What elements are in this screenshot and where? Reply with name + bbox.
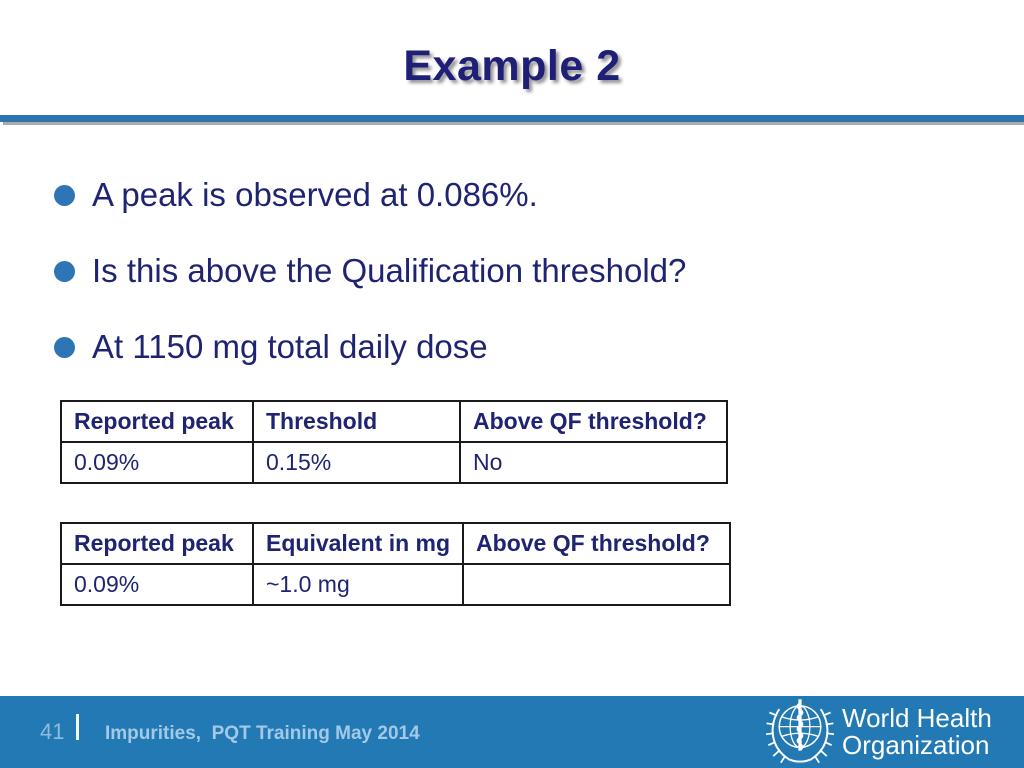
who-wordmark	[842, 705, 992, 759]
list-item	[54, 327, 954, 367]
bullet-dot-icon	[54, 185, 75, 206]
bullet-text: A peak is observed at 0.086%.	[92, 176, 538, 213]
who-wordmark-line1: World Health	[842, 703, 992, 733]
table-header-cell: Equivalent in mg	[253, 523, 463, 564]
slide-title: Example 2	[403, 42, 621, 90]
bullet-dot-icon	[54, 261, 75, 282]
table-header-cell: Above QF threshold?	[460, 401, 727, 442]
bullet-text: Is this above the Qualification threshold?	[92, 252, 687, 289]
bullet-text: At 1150 mg total daily dose	[92, 328, 488, 365]
bullet-list	[54, 175, 954, 403]
title-divider-rule	[0, 115, 1024, 122]
table-cell-negative: No	[460, 442, 727, 483]
bullet-dot-icon	[54, 337, 75, 358]
table-cell: 0.09%	[61, 564, 253, 605]
who-brand	[764, 696, 992, 768]
footer-bar	[0, 696, 1024, 768]
table-row	[61, 564, 730, 605]
table-cell	[463, 564, 730, 605]
table-cell: 0.09%	[61, 442, 253, 483]
page-number-separator	[76, 714, 79, 740]
equivalent-mg-table	[60, 522, 731, 606]
page-number: 41	[40, 719, 65, 744]
table-header-cell: Threshold	[253, 401, 460, 442]
table-header-row	[61, 401, 727, 442]
table-cell: 0.15%	[253, 442, 460, 483]
table-header-cell: Above QF threshold?	[463, 523, 730, 564]
list-item	[54, 175, 954, 215]
table-header-row	[61, 523, 730, 564]
table-header-cell: Reported peak	[61, 523, 253, 564]
table-cell: ~1.0 mg	[253, 564, 463, 605]
table-row	[61, 442, 727, 483]
list-item	[54, 251, 954, 291]
who-emblem-icon	[764, 696, 836, 768]
threshold-table	[60, 400, 728, 484]
who-wordmark-line2: Organization	[842, 730, 990, 760]
table-header-cell: Reported peak	[61, 401, 253, 442]
footer-caption: Impurities, PQT Training May 2014	[105, 723, 420, 744]
